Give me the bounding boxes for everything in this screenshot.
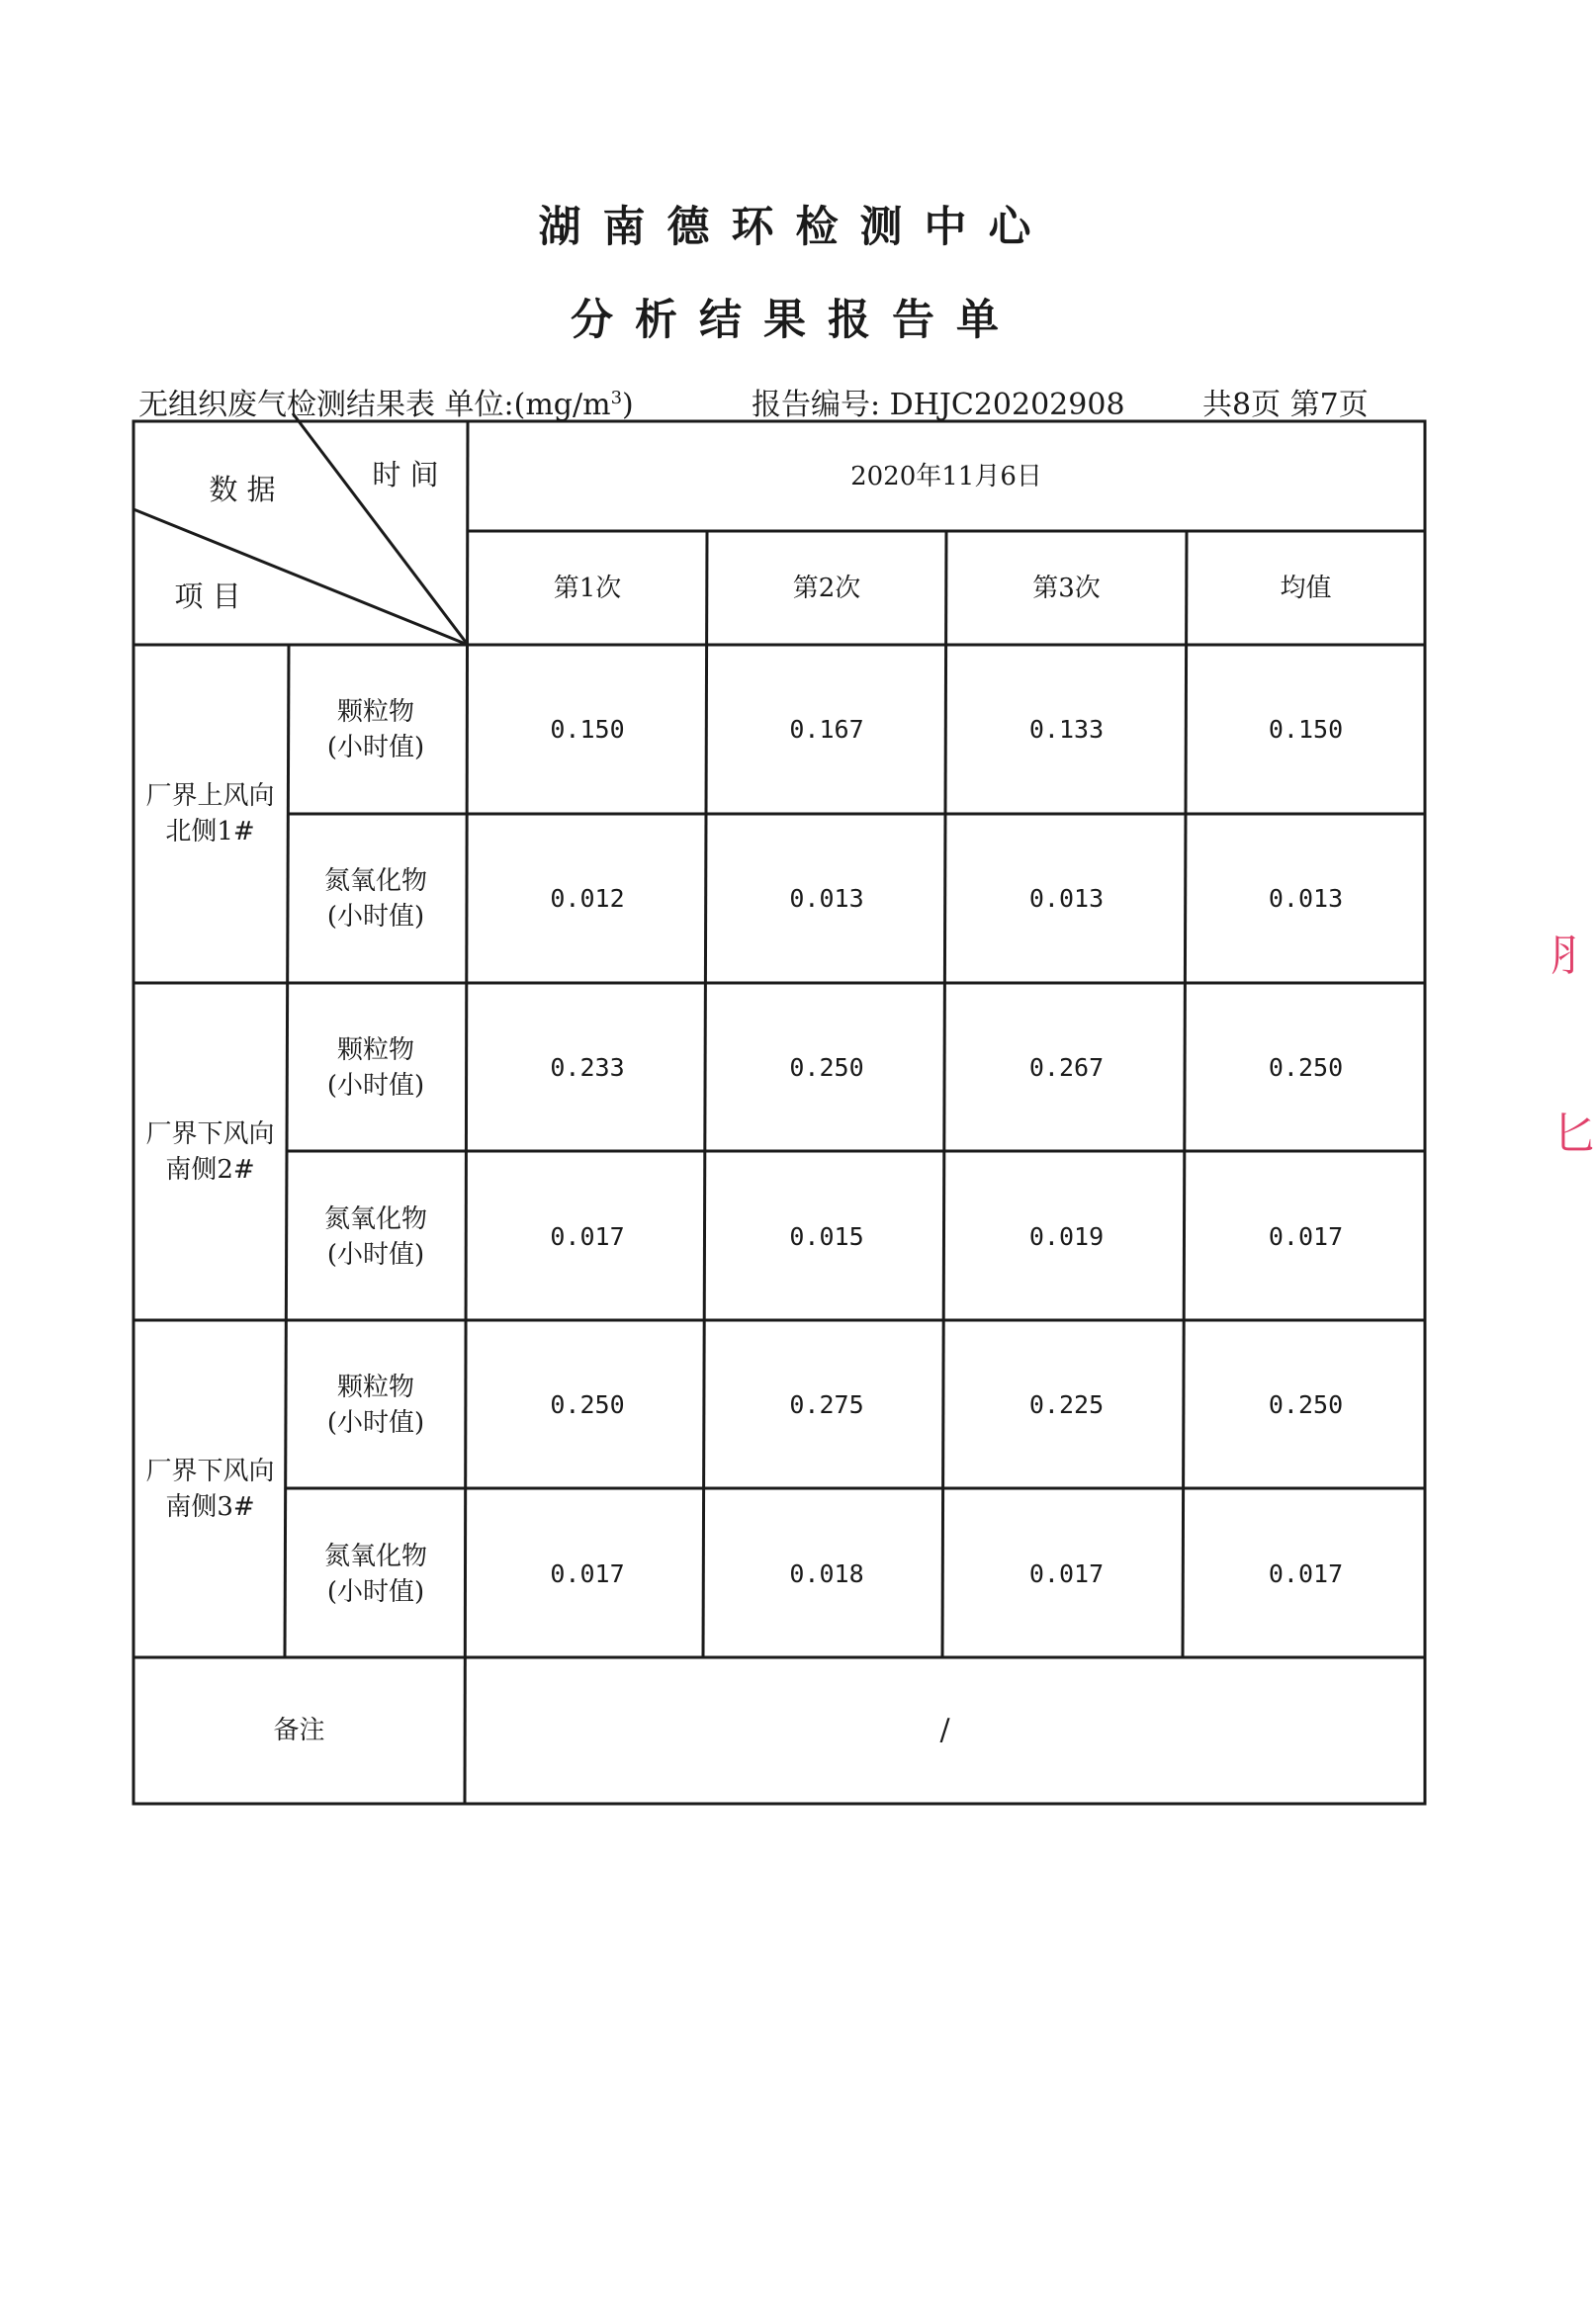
value-cell: 0.250 xyxy=(1268,1052,1344,1082)
unit-superscript: 3 xyxy=(610,388,623,408)
value-cell: 0.275 xyxy=(789,1389,864,1419)
item-name: 氮氧化物 xyxy=(323,865,427,896)
item-qualifier: (小时值) xyxy=(326,1070,425,1101)
remark-label: 备注 xyxy=(273,1716,325,1745)
table-label-text: 无组织废气检测结果表 单位:(mg/m xyxy=(138,388,611,422)
value-cell: 0.013 xyxy=(1028,883,1105,913)
value-cell: 0.017 xyxy=(550,1558,625,1588)
value-cell: 0.150 xyxy=(550,714,625,744)
column-header-3: 第3次 xyxy=(1032,573,1101,603)
item-cell xyxy=(287,1320,465,1489)
item-name: 颗粒物 xyxy=(336,1372,414,1402)
item-name: 颗粒物 xyxy=(336,1034,414,1065)
value-cell: 0.017 xyxy=(1028,1558,1105,1588)
value-cell: 0.250 xyxy=(550,1389,625,1419)
value-cell: 0.017 xyxy=(1268,1221,1344,1251)
location-line1: 厂界上风向 xyxy=(145,781,275,811)
location-cell xyxy=(133,983,287,1321)
org-title: 湖南德环检测中心 xyxy=(538,203,1053,252)
remark-value: / xyxy=(939,1713,950,1747)
item-qualifier: (小时值) xyxy=(326,901,425,932)
value-cell: 0.012 xyxy=(550,883,625,913)
location-line1: 厂界下风向 xyxy=(145,1119,275,1149)
column-header-1: 第1次 xyxy=(553,573,622,603)
value-cell: 0.150 xyxy=(1268,714,1344,744)
seal-mark-bottom: ⼔ xyxy=(1552,1109,1596,1159)
item-qualifier: (小时值) xyxy=(326,1407,425,1438)
location-line2: 南侧3# xyxy=(165,1492,255,1522)
value-cell: 0.267 xyxy=(1028,1052,1105,1082)
corner-data-label: 数 据 xyxy=(209,473,276,506)
value-cell: 0.225 xyxy=(1028,1389,1105,1419)
column-header-average: 均值 xyxy=(1280,573,1332,603)
item-qualifier: (小时值) xyxy=(326,1239,425,1270)
location-line2: 北侧1# xyxy=(165,817,255,846)
value-cell: 0.013 xyxy=(789,883,864,913)
location-cell xyxy=(133,1320,287,1658)
value-cell: 0.017 xyxy=(1268,1558,1344,1588)
corner-time-label: 时 间 xyxy=(372,458,439,491)
item-cell xyxy=(287,983,465,1152)
item-qualifier: (小时值) xyxy=(326,732,425,762)
location-line2: 南侧2# xyxy=(165,1155,255,1185)
corner-item-label: 项 目 xyxy=(174,579,241,613)
seal-mark-top: ⺼ xyxy=(1551,931,1594,981)
value-cell: 0.019 xyxy=(1028,1221,1105,1251)
value-cell: 0.250 xyxy=(1268,1389,1344,1419)
location-line1: 厂界下风向 xyxy=(145,1457,275,1486)
value-cell: 0.133 xyxy=(1028,714,1105,744)
page-info: 共8页 第7页 xyxy=(1202,388,1369,422)
unit-close: ) xyxy=(622,388,634,422)
item-cell xyxy=(287,814,465,983)
item-name: 颗粒物 xyxy=(336,696,414,727)
date-header: 2020年11月6日 xyxy=(850,461,1042,491)
item-qualifier: (小时值) xyxy=(326,1576,425,1607)
value-cell: 0.250 xyxy=(789,1052,864,1082)
item-name: 氮氧化物 xyxy=(323,1203,427,1234)
item-cell xyxy=(287,1152,465,1321)
value-cell: 0.013 xyxy=(1268,883,1344,913)
value-cell: 0.017 xyxy=(550,1221,625,1251)
document-title: 分析结果报告单 xyxy=(571,296,1020,345)
item-name: 氮氧化物 xyxy=(323,1541,427,1571)
item-cell xyxy=(287,645,465,814)
location-cell xyxy=(133,645,287,983)
value-cell: 0.233 xyxy=(550,1052,625,1082)
value-cell: 0.018 xyxy=(789,1558,864,1588)
value-cell: 0.015 xyxy=(789,1221,864,1251)
item-cell xyxy=(287,1489,465,1658)
value-cell: 0.167 xyxy=(789,714,864,744)
report-number: 报告编号: DHJC20202908 xyxy=(752,388,1125,422)
column-header-2: 第2次 xyxy=(792,573,861,603)
